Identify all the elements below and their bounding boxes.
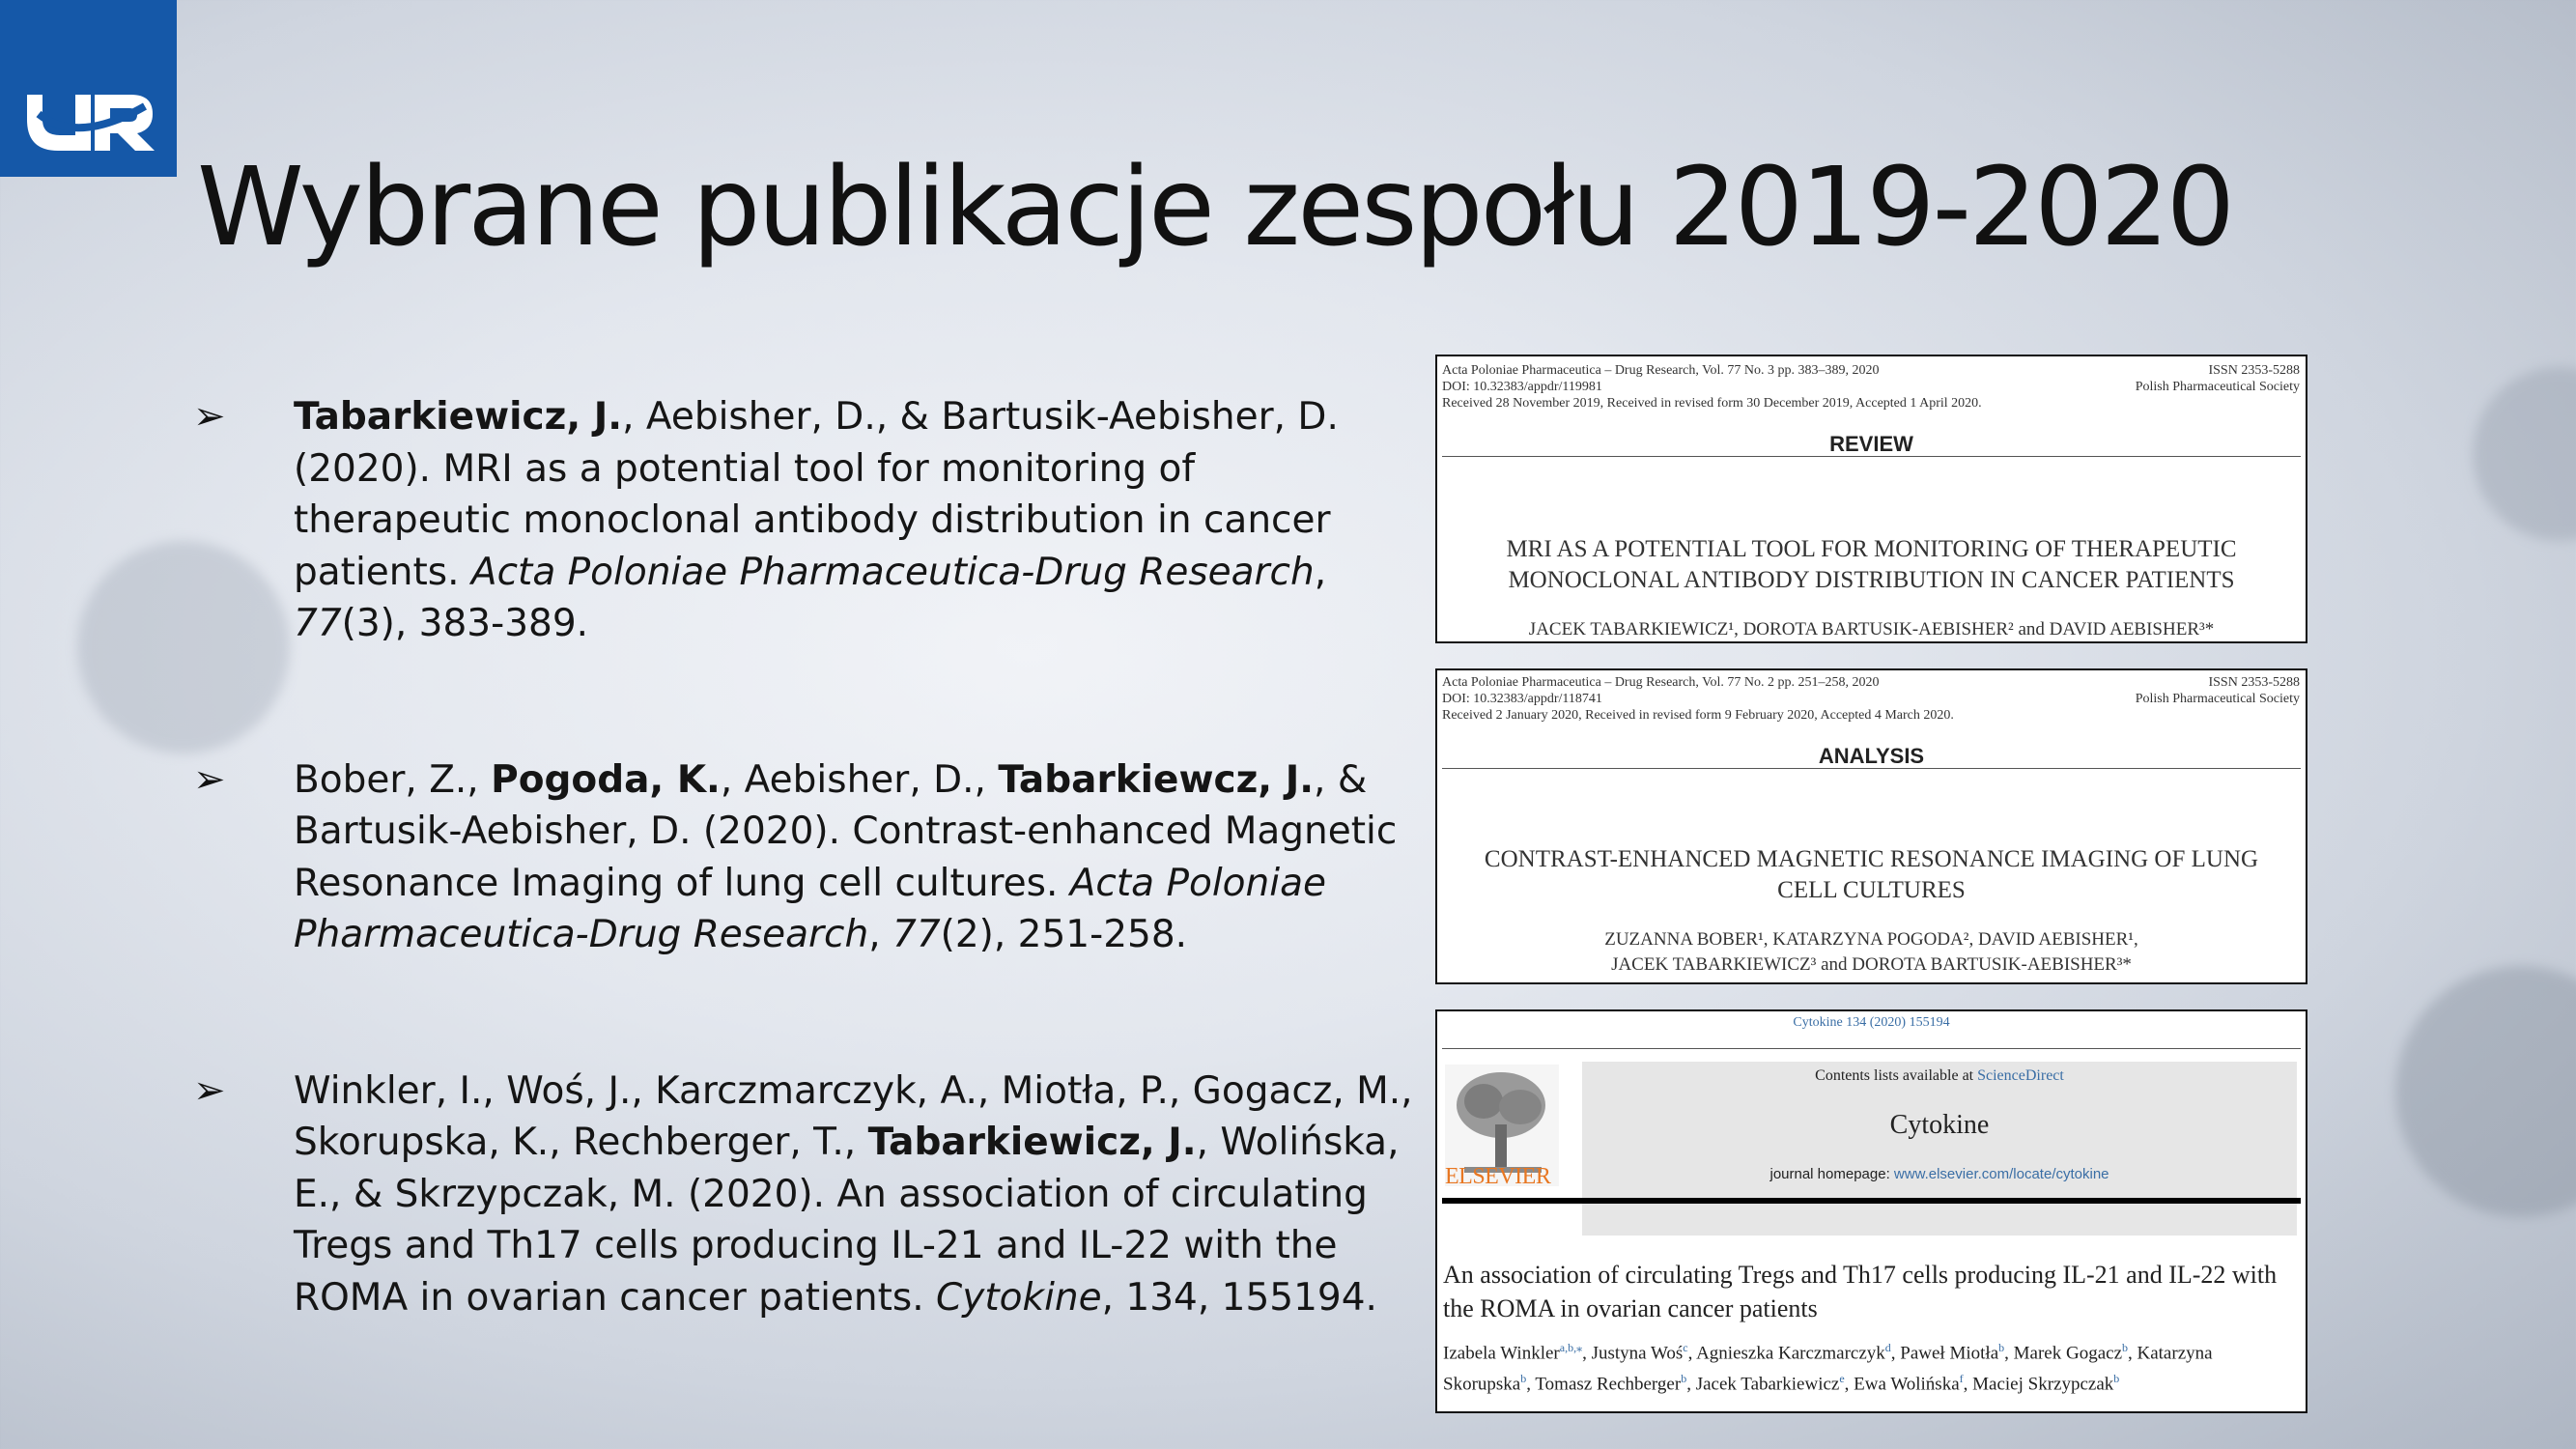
author-name: , Marek Gogacz (2004, 1343, 2122, 1364)
author-name: , Maciej Skrzypczak (1963, 1374, 2114, 1395)
paper-section-label: ANALYSIS (1818, 744, 1925, 768)
journal-homepage (1582, 1166, 2297, 1182)
paper-meta-left (1442, 674, 1954, 724)
meta-line: DOI: 10.32383/appdr/119981 (1442, 380, 1602, 394)
reference-part: Tabarkiewicz, J. (294, 395, 623, 439)
paper-citation: Cytokine 134 (2020) 155194 (1793, 1015, 1950, 1030)
contents-line (1582, 1067, 2297, 1085)
reference-item (193, 754, 1420, 961)
author-affiliation: b (2122, 1341, 2128, 1354)
author-affiliation: b (2113, 1372, 2120, 1386)
divider-thick (1442, 1198, 2301, 1204)
paper-title-line: MRI AS A POTENTIAL TOOL FOR MONITORING OF THERAPEUTIC (1506, 536, 2237, 562)
homepage-prefix: journal homepage: (1769, 1166, 1894, 1182)
divider (1442, 1048, 2301, 1049)
author-affiliation: a,b,⁎ (1559, 1341, 1583, 1354)
paper-thumbnail-review (1435, 355, 2307, 643)
reference-part: Winkler, I., Woś, J., Karczmarczyk, A., Miotła, P., Gogacz, M., Skorupska, K., Rechberger, T., (294, 1068, 1413, 1164)
meta-line: Received 2 January 2020, Received in revised form 9 February 2020, Accepted 4 March 2020. (1442, 708, 1954, 723)
reference-part: , 134, 155194. (1101, 1275, 1377, 1320)
arrowhead-bullet-icon: ➢ (193, 1067, 226, 1113)
reference-text (294, 395, 1339, 645)
paper-title-line: CONTRAST-ENHANCED MAGNETIC RESONANCE IMAGING OF LUNG (1484, 846, 2259, 872)
author-name: , Katarzyna Skorupska (1443, 1343, 2213, 1395)
reference-part: Cytokine (936, 1275, 1102, 1320)
author-affiliation: f (1959, 1372, 1964, 1386)
arrowhead-bullet-icon: ➢ (193, 756, 226, 802)
reference-item (193, 391, 1420, 650)
author-affiliation: e (1839, 1372, 1845, 1386)
slide-title: Wybrane publikacje zespołu 2019-2020 (197, 145, 2233, 270)
background-molecule-blob (2473, 367, 2576, 541)
reference-part: , Aebisher, D., & Bartusik-Aebisher, D. (2020). MRI as a potential tool for monitoring of therapeutic monoclonal antibody distribution in cancer patients. (294, 395, 1339, 594)
reference-part: (2), 251-258. (940, 913, 1188, 956)
journal-header (1582, 1062, 2297, 1236)
article-authors (1443, 1335, 2302, 1398)
author-affiliation: b (1681, 1372, 1687, 1386)
reference-part: Tabarkiewcz, J. (998, 757, 1315, 802)
meta-line: ISSN 2353-5288 (2208, 675, 2300, 690)
reference-part: (3), 383-389. (341, 602, 589, 645)
paper-meta-left (1442, 362, 1982, 412)
reference-part: Pogoda, K. (491, 757, 721, 802)
paper-thumbnail-analysis (1435, 668, 2307, 984)
paper-title (1437, 844, 2306, 906)
article-title: An association of circulating Tregs and Th17 cells producing IL-21 and IL-22 with the ROMA in ovarian cancer patients (1443, 1261, 2278, 1322)
paper-meta-right (2136, 674, 2300, 707)
divider (1442, 456, 2301, 457)
author-name: , Agnieszka Karczmarczyk (1687, 1343, 1885, 1364)
reference-part: , Wolińska, E., & Skrzypczak, M. (2020). An association of circulating Tregs and Th17 cells producing IL-21 and IL-22 with the ROMA in ovarian cancer patients. (294, 1121, 1400, 1320)
paper-meta-right (2136, 362, 2300, 395)
author-name: , Tomasz Rechberger (1526, 1374, 1682, 1395)
background-molecule-blob (2395, 966, 2576, 1217)
paper-authors-line: JACEK TABARKIEWICZ³ and DOROTA BARTUSIK-AEBISHER³* (1611, 954, 2132, 975)
paper-authors-line: ZUZANNA BOBER¹, KATARZYNA POGODA², DAVID AEBISHER¹, (1604, 929, 2138, 950)
reference-text (294, 758, 1397, 957)
reference-part: Bober, Z., (294, 757, 492, 802)
paper-title (1437, 534, 2306, 596)
author-name: , Justyna Woś (1582, 1343, 1684, 1364)
meta-line: DOI: 10.32383/appdr/118741 (1442, 692, 1602, 706)
meta-line: ISSN 2353-5288 (2208, 363, 2300, 378)
reference-part: Acta Poloniae Pharmaceutica-Drug Research (294, 861, 1326, 956)
sciencedirect-link[interactable]: ScienceDirect (1977, 1067, 2064, 1084)
meta-line: Polish Pharmaceutical Society (2135, 692, 2300, 706)
reference-part: Acta Poloniae Pharmaceutica-Drug Research (470, 550, 1315, 594)
reference-part: , & Bartusik-Aebisher, D. (2020). Contrast-enhanced Magnetic Resonance Imaging of lung cell cultures. (294, 757, 1398, 905)
arrowhead-bullet-icon: ➢ (193, 394, 226, 439)
paper-authors: JACEK TABARKIEWICZ¹, DOROTA BARTUSIK-AEBISHER² and DAVID AEBISHER³* (1528, 619, 2215, 639)
author-name: , Ewa Wolińska (1844, 1374, 1960, 1395)
reference-part: , Aebisher, D., (720, 757, 999, 802)
author-affiliation: b (1520, 1372, 1527, 1386)
reference-part: , (868, 913, 892, 956)
author-name: Izabela Winkler (1443, 1343, 1560, 1364)
author-affiliation: c (1683, 1341, 1688, 1354)
reference-part: Tabarkiewicz, J. (867, 1121, 1197, 1164)
author-name: , Paweł Miotła (1890, 1343, 1999, 1364)
publisher-name: ELSEVIER (1445, 1164, 1551, 1189)
divider (1442, 768, 2301, 769)
paper-section-label: REVIEW (1829, 432, 1913, 456)
contents-prefix: Contents lists available at (1815, 1067, 1978, 1084)
homepage-link[interactable]: www.elsevier.com/locate/cytokine (1893, 1166, 2109, 1182)
author-affiliation: d (1884, 1341, 1891, 1354)
author-affiliation: b (1998, 1341, 2005, 1354)
author-name: , Jacek Tabarkiewicz (1686, 1374, 1840, 1395)
meta-line: Received 28 November 2019, Received in revised form 30 December 2019, Accepted 1 April 2020. (1442, 396, 1982, 411)
paper-title-line: MONOCLONAL ANTIBODY DISTRIBUTION IN CANCER PATIENTS (1508, 567, 2235, 593)
meta-line: Polish Pharmaceutical Society (2135, 380, 2300, 394)
meta-line: Acta Poloniae Pharmaceutica – Drug Research, Vol. 77 No. 2 pp. 251–258, 2020 (1442, 675, 1880, 690)
journal-name: Cytokine (1889, 1110, 1990, 1140)
reference-part: , (1314, 550, 1327, 594)
paper-authors (1437, 927, 2306, 978)
paper-thumbnail-cytokine (1435, 1009, 2307, 1413)
reference-item (193, 1065, 1420, 1324)
reference-part: 77 (294, 602, 342, 645)
references-list (193, 391, 1420, 1323)
university-logo-icon (0, 0, 177, 177)
paper-title-line: CELL CULTURES (1777, 877, 1966, 903)
reference-text (294, 1069, 1413, 1320)
meta-line: Acta Poloniae Pharmaceutica – Drug Research, Vol. 77 No. 3 pp. 383–389, 2020 (1442, 363, 1880, 378)
reference-part: 77 (892, 913, 941, 956)
